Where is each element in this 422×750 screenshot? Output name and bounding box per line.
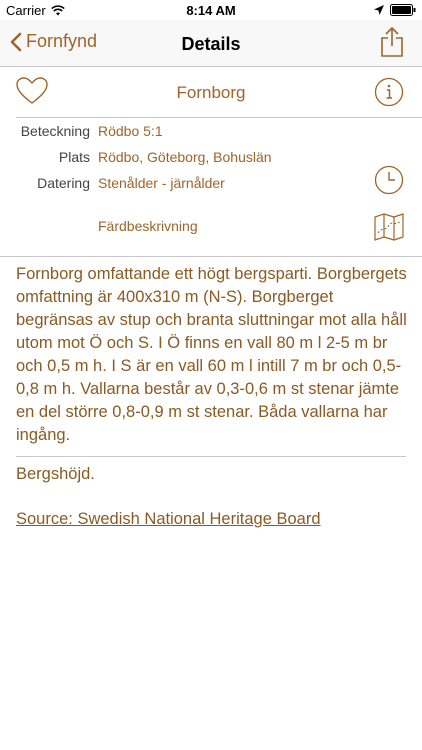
field-row-plats bbox=[0, 149, 422, 169]
navigation-bar bbox=[0, 20, 422, 67]
terrain-text: Bergshöjd. bbox=[16, 465, 95, 483]
header-divider bbox=[16, 117, 422, 118]
field-value: Stenålder - järnålder bbox=[98, 175, 225, 191]
status-bar bbox=[0, 0, 422, 22]
share-icon bbox=[380, 26, 404, 58]
status-right bbox=[374, 4, 416, 16]
back-button[interactable] bbox=[10, 31, 97, 52]
back-button-label: Fornfynd bbox=[26, 31, 98, 51]
site-name: Fornborg bbox=[176, 83, 246, 102]
description-text: Fornborg omfattande ett högt bergsparti. Borgbergets omfattning är 400x310 m (N-S). Borgberget begränsas av stup och branta sluttningar mot alla håll utom mot Ö och S. I Ö finns en vall 80 m l 2-5 m br och 0,5 m h. I S är en vall 60 m l intill 7 m br och 0,5-0,8 m h. Vallarna består av 0,3-0,6 m st stenar jämte en del större 0,8-0,9 m st stenar. Båda vallarna har ingång. bbox=[16, 265, 407, 444]
field-label: Datering bbox=[37, 175, 90, 191]
description-divider bbox=[16, 456, 406, 457]
info-button[interactable] bbox=[374, 77, 404, 112]
clock-time: 8:14 AM bbox=[186, 3, 236, 18]
clock-icon bbox=[374, 165, 404, 195]
field-value: Rödbo 5:1 bbox=[98, 123, 163, 139]
map-button[interactable] bbox=[374, 213, 404, 246]
site-header bbox=[0, 67, 422, 117]
favorite-button[interactable] bbox=[16, 77, 48, 110]
chevron-left-icon bbox=[10, 32, 22, 52]
field-label: Plats bbox=[58, 149, 90, 165]
details-divider bbox=[0, 256, 422, 257]
field-label: Beteckning bbox=[20, 123, 90, 139]
heart-icon bbox=[16, 77, 48, 105]
map-icon bbox=[374, 213, 404, 241]
directions-link[interactable]: Färdbeskrivning bbox=[98, 218, 198, 234]
page-title: Details bbox=[181, 34, 241, 54]
battery-icon bbox=[390, 4, 416, 16]
field-row-datering bbox=[0, 175, 422, 195]
field-row-beteckning bbox=[0, 123, 422, 143]
info-icon bbox=[374, 77, 404, 107]
carrier-label: Carrier bbox=[6, 3, 46, 18]
share-button[interactable] bbox=[380, 26, 404, 63]
timeline-button[interactable] bbox=[374, 165, 404, 200]
source-link[interactable]: Source: Swedish National Heritage Board bbox=[16, 510, 321, 528]
field-value: Rödbo, Göteborg, Bohuslän bbox=[98, 149, 272, 165]
location-arrow-icon bbox=[374, 5, 384, 15]
